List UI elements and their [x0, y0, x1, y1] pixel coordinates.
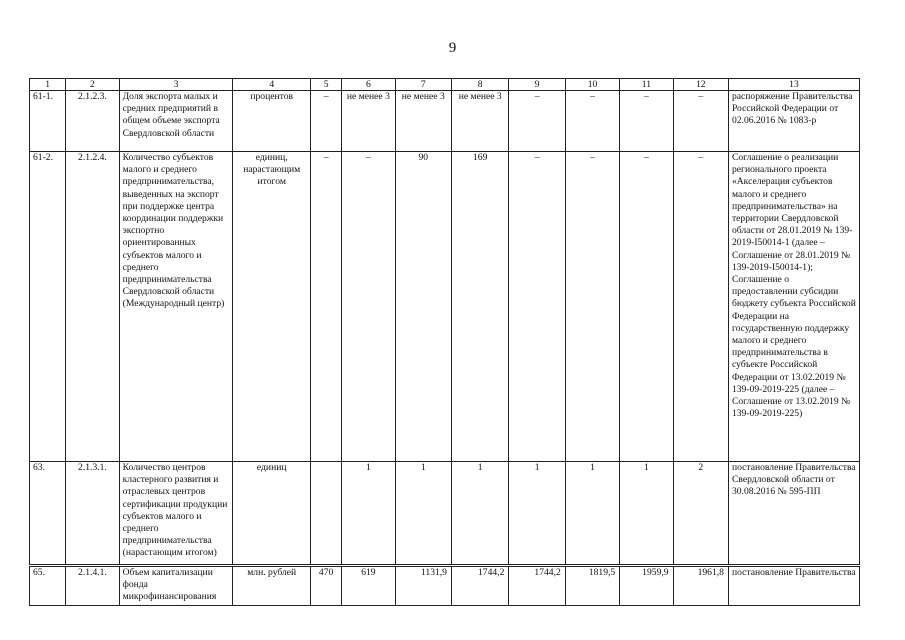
- row-number: 61-1.: [30, 91, 66, 152]
- value-cell: 1744,2: [451, 566, 508, 606]
- unit-cell: единиц: [233, 462, 311, 566]
- value-cell: –: [673, 152, 728, 462]
- indicators-table: [29, 78, 860, 606]
- value-cell: 1961,8: [673, 566, 728, 606]
- header-cell: 3: [119, 79, 233, 91]
- value-cell: 2: [673, 462, 728, 566]
- page-number: 9: [448, 40, 457, 56]
- header-cell: 9: [509, 79, 565, 91]
- value-cell: –: [620, 91, 673, 152]
- value-cell: –: [342, 152, 395, 462]
- value-cell: –: [509, 91, 565, 152]
- value-cell: не менее 3: [395, 91, 451, 152]
- header-cell: 7: [395, 79, 451, 91]
- indicator-name: Доля экспорта малых и средних предприятий в общем объеме экспорта Свердловской области: [119, 91, 233, 152]
- table-row: [30, 91, 860, 152]
- value-cell: 1: [565, 462, 619, 566]
- table-row: [30, 462, 860, 566]
- header-cell: 1: [30, 79, 66, 91]
- value-cell: 1959,9: [620, 566, 673, 606]
- row-code: 2.1.3.1.: [66, 462, 119, 566]
- value-cell: –: [310, 152, 341, 462]
- value-cell: 90: [395, 152, 451, 462]
- value-cell: 1819,5: [565, 566, 619, 606]
- legal-basis-cell: постановление Правительства Свердловской области от 30.08.2016 № 595-ПП: [728, 462, 859, 566]
- unit-cell: процентов: [233, 91, 311, 152]
- header-cell: 4: [233, 79, 311, 91]
- row-number: 63.: [30, 462, 66, 566]
- value-cell: –: [509, 152, 565, 462]
- value-cell: 1: [509, 462, 565, 566]
- value-cell: 1: [342, 462, 395, 566]
- unit-cell: млн. рублей: [233, 566, 311, 606]
- value-cell: –: [565, 91, 619, 152]
- row-number: 61-2.: [30, 152, 66, 462]
- row-number: 65.: [30, 566, 66, 606]
- header-row: [30, 79, 860, 91]
- table-row: [30, 566, 860, 606]
- value-cell: 1: [395, 462, 451, 566]
- indicator-name: Количество субъектов малого и среднего предпринимательства, выведенных на экспорт при поддержке центра координации поддержки экспортно ориентированных субъектов малого и среднего предпринимательства Свердловской области (Международный центр): [119, 152, 233, 462]
- value-cell: –: [310, 91, 341, 152]
- unit-cell: единиц, нарастающим итогом: [233, 152, 311, 462]
- table-row: [30, 152, 860, 462]
- legal-basis-cell: распоряжение Правительства Российской Федерации от 02.06.2016 № 1083-р: [728, 91, 859, 152]
- header-cell: 13: [728, 79, 859, 91]
- header-cell: 11: [620, 79, 673, 91]
- header-cell: 10: [565, 79, 619, 91]
- row-code: 2.1.2.4.: [66, 152, 119, 462]
- header-cell: 8: [451, 79, 508, 91]
- legal-basis-cell: Соглашение о реализации регионального проекта «Акселерация субъектов малого и среднего предпринимательства» на территории Свердловской области от 28.01.2019 № 139-2019-I50014-1 (далее – Соглашение от 28.01.2019 № 139-2019-I50014-1); Соглашение о предоставлении субсидии бюджету субъекта Российской Федерации на государственную поддержку малого и среднего предпринимательства в субъекте Российской Федерации от 13.02.2019 № 139-09-2019-225 (далее – Соглашение от 13.02.2019 № 139-09-2019-225): [728, 152, 859, 462]
- value-cell: 1744,2: [509, 566, 565, 606]
- value-cell: 1: [451, 462, 508, 566]
- legal-basis-cell: постановление Правительства: [728, 566, 859, 606]
- row-code: 2.1.2.3.: [66, 91, 119, 152]
- header-cell: 2: [66, 79, 119, 91]
- value-cell: –: [565, 152, 619, 462]
- value-cell: 1131,9: [395, 566, 451, 606]
- value-cell: 470: [310, 566, 341, 606]
- value-cell: –: [620, 152, 673, 462]
- header-cell: 6: [342, 79, 395, 91]
- value-cell: –: [673, 91, 728, 152]
- value-cell: не менее 3: [342, 91, 395, 152]
- indicator-name: Объем капитализации фонда микрофинансирования: [119, 566, 233, 606]
- value-cell: 1: [620, 462, 673, 566]
- header-cell: 12: [673, 79, 728, 91]
- indicator-name: Количество центров кластерного развития и отраслевых центров сертификации продукции субъектов малого и среднего предпринимательства (нарастающим итогом): [119, 462, 233, 566]
- header-cell: 5: [310, 79, 341, 91]
- row-code: 2.1.4.1.: [66, 566, 119, 606]
- value-cell: 169: [451, 152, 508, 462]
- value-cell: не менее 3: [451, 91, 508, 152]
- value-cell: 619: [342, 566, 395, 606]
- value-cell: [310, 462, 341, 566]
